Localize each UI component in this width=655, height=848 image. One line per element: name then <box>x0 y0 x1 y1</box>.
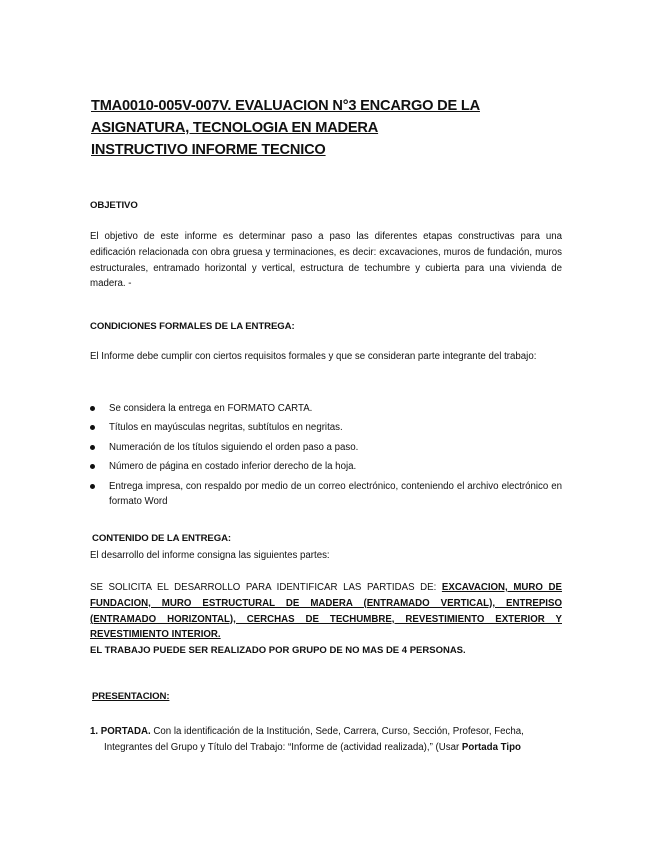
presentacion-item-1 <box>90 724 564 756</box>
list-item <box>90 479 562 511</box>
item-number: 1. <box>90 726 99 737</box>
item-1-line <box>90 724 564 740</box>
contenido-heading: CONTENIDO DE LA ENTREGA: <box>92 533 232 544</box>
title-line-3: INSTRUCTIVO INFORME TECNICO <box>91 142 326 158</box>
contenido-intro: El desarrollo del informe consigna las siguientes partes: <box>90 550 330 561</box>
list-item-text: Numeración de los títulos siguiendo el orden paso a paso. <box>109 441 359 453</box>
partidas-list: EXCAVACION, MURO DE FUNDACION, MURO ESTRUCTURAL DE MADERA (ENTRAMADO VERTICAL), ENTREPISO (ENTRAMADO HORIZONTAL), CERCHAS DE TECHUMBRE, REVESTIMIENTO EXTERIOR Y REVESTIMIENTO INTERIOR. <box>90 582 562 641</box>
solicita-paragraph <box>90 580 562 643</box>
item-label: PORTADA. <box>100 726 151 737</box>
list-item-text: Número de página en costado inferior derecho de la hoja. <box>109 461 357 473</box>
title-line-2: ASIGNATURA, TECNOLOGIA EN MADERA <box>91 120 379 136</box>
list-item-text: Se considera la entrega en FORMATO CARTA. <box>109 403 313 414</box>
item-text: Con la identificación de la Institución, Sede, Carrera, Curso, Sección, Profesor, Fecha, <box>150 726 524 737</box>
objetivo-paragraph: El objetivo de este informe es determinar paso a paso las diferentes etapas constructivas para una edificación relacionada con obra gruesa y terminaciones, es decir: excavaciones, muros de fundación, muros estructurales, entramado horizontal y vertical, estructura de techumbre y cubierta para una vivienda de madera. - <box>90 231 562 290</box>
title-line-1: TMA0010-005V-007V. EVALUACION N°3 ENCARGO DE LA <box>91 98 480 114</box>
list-item <box>90 401 562 417</box>
bullet-icon <box>90 425 95 430</box>
document-title <box>91 95 571 161</box>
condiciones-intro: El Informe debe cumplir con ciertos requisitos formales y que se consideran parte integrante del trabajo: <box>90 351 537 362</box>
list-item-text: Entrega impresa, con respaldo por medio de un correo electrónico, conteniendo el archivo electrónico en formato Word <box>109 480 562 508</box>
list-item <box>90 420 562 436</box>
bullet-icon <box>90 406 95 411</box>
presentacion-heading: PRESENTACION: <box>92 691 170 702</box>
condiciones-heading: CONDICIONES FORMALES DE LA ENTREGA: <box>90 321 295 332</box>
bullet-icon <box>90 445 95 450</box>
objetivo-heading: OBJETIVO <box>90 200 138 211</box>
item-cont-bold: Portada Tipo <box>461 742 521 753</box>
list-item-text: Títulos en mayúsculas negritas, subtítulos en negritas. <box>109 422 343 434</box>
bullet-icon <box>90 464 95 469</box>
list-item <box>90 459 562 475</box>
list-item <box>90 440 562 456</box>
condiciones-list <box>90 401 562 514</box>
item-1-continuation <box>90 740 564 756</box>
bullet-icon <box>90 484 95 489</box>
solicita-prefix: SE SOLICITA EL DESARROLLO PARA IDENTIFICAR LAS PARTIDAS DE: <box>90 582 442 593</box>
item-cont-text: Integrantes del Grupo y Título del Trabajo: “Informe de (actividad realizada),” (Usar <box>104 742 462 753</box>
grupo-note: EL TRABAJO PUEDE SER REALIZADO POR GRUPO DE NO MAS DE 4 PERSONAS. <box>90 645 466 656</box>
